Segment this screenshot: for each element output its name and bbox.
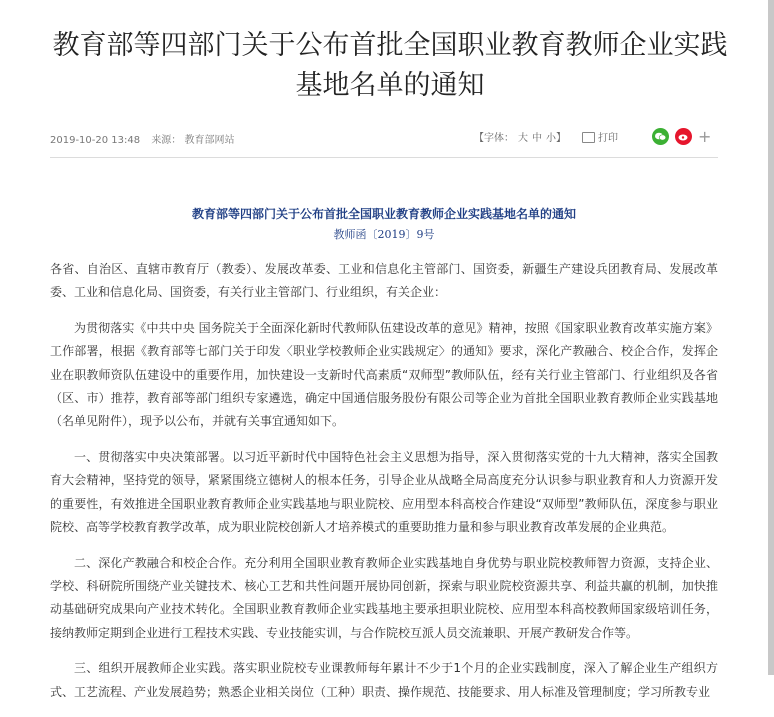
wechat-share-icon[interactable] [652, 128, 669, 145]
print-button[interactable] [582, 129, 618, 144]
paragraph-intro: 为贯彻落实《中共中央 国务院关于全面深化新时代教师队伍建设改革的意见》精神，按照《国家职业教育改革实施方案》工作部署，根据《教育部等七部门关于印发〈职业学校教师企业实践规定〉的通知》要求，深化产教融合、校企合作，发挥企业在职教师资队伍建设中的重要作用，加快建设一支新时代高素质“双师型”教师队伍，经有关行业主管部门、行业组织及各省（区、市）推荐，教育部等部门组织专家遴选，确定中国通信服务股份有限公司等企业为首批全国职业教育教师企业实践基地（名单见附件），现予以公布，并就有关事宜通知如下。 [50, 321, 718, 429]
publish-datetime: 2019-10-20 13:48 [50, 135, 141, 146]
scrollbar-thumb[interactable] [768, 0, 774, 675]
addressee: 各省、自治区、直辖市教育厅（教委）、发展改革委、工业和信息化主管部门、国资委，新疆生产建设兵团教育局、发展改革委、工业和信息化局、国资委，有关行业主管部门、行业组织，有关企业： [50, 262, 718, 300]
font-size-selector [474, 129, 566, 144]
source: 来源： 教育部网站 [151, 135, 235, 146]
page-title: 教育部等四部门关于公布首批全国职业教育教师企业实践基地名单的通知 [52, 30, 728, 101]
font-size-label: 【字体： [474, 133, 514, 144]
header-divider [50, 157, 718, 158]
notice-title: 教育部等四部门关于公布首批全国职业教育教师企业实践基地名单的通知 [191, 207, 576, 221]
article-body [50, 258, 718, 717]
font-size-large-button[interactable]: 大 [518, 133, 528, 144]
weibo-share-icon[interactable] [675, 128, 692, 145]
paragraph-3: 三、组织开展教师企业实践。落实职业院校专业课教师每年累计不少于1个月的企业实践制度，深入了解企业生产组织方式、工艺流程、产业发展趋势；熟悉企业相关岗位（工种）职责、操作规范、技能要求、用人标准及管理制度；学习所教专业 [50, 661, 718, 699]
font-size-medium-button[interactable]: 中 [532, 133, 542, 144]
article-tools [474, 127, 711, 146]
print-icon [582, 132, 595, 143]
article-meta [50, 131, 243, 146]
scrollbar-track[interactable] [768, 0, 774, 675]
notice-number: 教师函〔2019〕9号 [333, 228, 435, 241]
paragraph-1: 一、贯彻落实中央决策部署。以习近平新时代中国特色社会主义思想为指导，深入贯彻落实党的十九大精神，落实全国教育大会精神，坚持党的领导，紧紧围绕立德树人的根本任务，引导企业从战略全局高度充分认识参与职业教育和人力资源开发的重要性，有效推进全国职业教育教师企业实践基地与职业院校、应用型本科高校合作建设“双师型”教师队伍，深度参与职业院校、高等学校教育教学改革，成为职业院校创新人才培养模式的重要助推力量和参与职业教育改革发展的企业典范。 [50, 450, 718, 534]
font-size-small-button[interactable]: 小】 [546, 133, 566, 144]
paragraph-2: 二、深化产教融合和校企合作。充分利用全国职业教育教师企业实践基地自身优势与职业院校教师智力资源，支持企业、学校、科研院所围绕产业关键技术、核心工艺和共性问题开展协同创新，探索与职业院校资源共享、利益共赢的机制，加快推动基础研究成果向产业技术转化。全国职业教育教师企业实践基地主要承担职业院校、应用型本科高校教师国家级培训任务，接纳教师定期到企业进行工程技术实践、专业技能实训，与合作院校互派人员交流兼职、开展产教研发合作等。 [50, 555, 718, 640]
print-label: 打印 [598, 133, 618, 144]
more-share-button[interactable]: + [698, 127, 712, 146]
